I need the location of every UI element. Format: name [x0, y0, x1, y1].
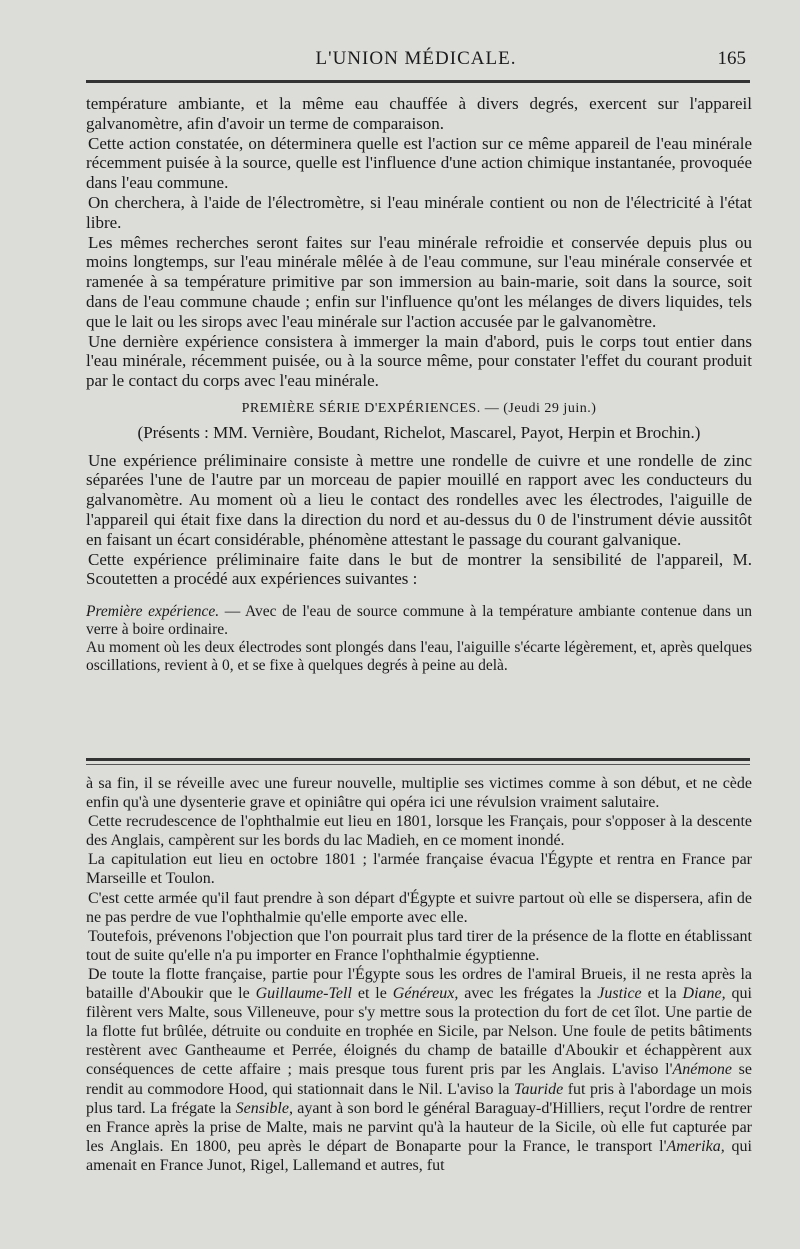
- section-rule: [86, 758, 750, 761]
- ship-name: Justice: [597, 985, 642, 1003]
- ship-name: Sensible,: [235, 1099, 293, 1117]
- upper-column: [86, 94, 752, 675]
- paragraph: Une dernière expérience consistera à immerger la main d'abord, puis le corps tout entier dans l'eau minérale, récemment puisée, ou à la source même, pour constater l'effet du courant produit par le contact du corps avec l'eau minérale.: [86, 331, 752, 391]
- paragraph: Une expérience préliminaire consiste à mettre une rondelle de cuivre et une rondelle de zinc séparées l'une de l'autre par un morceau de papier mouillé en rapport avec les conducteurs du galvanomètre. Au moment où a lieu le contact des rondelles avec les électrodes, l'aiguille de l'appareil qui était fixe dans la direction du nord et au-dessus du 0 de l'instrument dévie aussitôt en faisant un écart considérable, phénomène attestant le passage du courant galvanique.: [86, 450, 752, 549]
- ship-name: Anémone: [672, 1061, 732, 1079]
- ship-name: Guillaume-Tell: [255, 985, 352, 1003]
- text-run: ayant à son bord le général Baraguay-d'Hilliers, reçut l'ordre de rentrer en France après la prise de Malte, mais ne parvint qu'à la hauteur de la Sicile, où elle fut capturée par les Anglais. En 1800, peu après le départ de Bonaparte pour la France, le transport l': [86, 1099, 753, 1155]
- header-rule: [86, 80, 750, 83]
- paragraph: La capitulation eut lieu en octobre 1801 ; l'armée française évacua l'Égypte et rentra en France par Marseille et Toulon.: [86, 851, 752, 888]
- ship-name: Amerika,: [666, 1137, 725, 1155]
- paragraph: Cette expérience préliminaire faite dans le but de montrer la sensibilité de l'appareil, M. Scoutetten a procédé aux expériences suivantes :: [86, 549, 752, 589]
- experience-intro: [86, 603, 752, 639]
- text-run: et le: [351, 985, 393, 1003]
- text-run: avec les frégates la: [458, 985, 598, 1003]
- page-number: 165: [717, 48, 746, 69]
- series-title: PREMIÈRE SÉRIE D'EXPÉRIENCES. — (Jeudi 29 juin.): [241, 400, 597, 416]
- ship-name: Tauride: [514, 1080, 564, 1098]
- paragraph: Les mêmes recherches seront faites sur l'eau minérale refroidie et conservée depuis plus ou moins longtemps, sur l'eau minérale mêlée à de l'eau commune, sur l'eau minérale conservée et ramenée à sa température primitive par son immersion au bain-marie, soit dans la source, soit dans de l'eau commune chaude ; enfin sur l'influence qu'ont les mélanges de divers liquides, tels que le lait ou les sirops avec l'eau minérale sur l'action accusée par le galvanomètre.: [86, 232, 752, 331]
- paragraph: température ambiante, et la même eau chauffée à divers degrés, exercent sur l'appareil galvanomètre, afin d'avoir un terme de comparaison.: [86, 94, 752, 133]
- paragraph: C'est cette armée qu'il faut prendre à son départ d'Égypte et suivre partout où elle se dispersera, afin de ne pas perdre de vue l'ophthalmie qu'elle emporte avec elle.: [86, 889, 752, 926]
- lower-column: [86, 774, 752, 1175]
- paragraph: Toutefois, prévenons l'objection que l'on pourrait plus tard tirer de la présence de la flotte en établissant tout de suite qu'elle n'a pu importer en France l'ophthalmie égyptienne.: [86, 927, 752, 964]
- experience-label: Première expérience.: [86, 603, 220, 621]
- text-run: et la: [641, 985, 683, 1003]
- text-run: qui amenait en France Junot, Rigel, Lallemand et autres, fut: [86, 1137, 752, 1174]
- experience-block: [86, 603, 752, 675]
- paragraph: On cherchera, à l'aide de l'électromètre, si l'eau minérale contient ou non de l'électricité à l'état libre.: [86, 192, 752, 232]
- text-run: fut pris à l'abordage un mois plus tard. La frégate la: [86, 1080, 753, 1117]
- paragraph: [86, 965, 752, 1175]
- paragraph: Au moment où les deux électrodes sont plongés dans l'eau, l'aiguille s'écarte légèrement, et, après quelques oscillations, revient à 0, et se fixe à quelques degrés à peine au delà.: [86, 639, 752, 675]
- paragraph: Cette action constatée, on déterminera quelle est l'action sur ce même appareil de l'eau minérale récemment puisée à la source, quelle est l'influence d'une action chimique instantanée, provoquée dans l'eau commune.: [86, 133, 752, 193]
- text-run: De toute la flotte française, partie pour l'Égypte sous les ordres de l'amiral Brueis, il ne resta après la bataille d'Aboukir que le: [86, 965, 752, 1003]
- paragraph: Cette recrudescence de l'ophthalmie eut lieu en 1801, lorsque les Français, pour s'opposer à la descente des Anglais, campèrent sur les bords du lac Madieh, en ce moment inondé.: [86, 813, 752, 850]
- paragraph: à sa fin, il se réveille avec une fureur nouvelle, multiplie ses victimes comme à son début, et ne cède enfin qu'à une dysenterie grave et opiniâtre qui opéra ici une révulsion vraiment salutaire.: [86, 775, 752, 812]
- experience-text: — Avec de l'eau de source commune à la température ambiante contenue dans un verre à boire ordinaire.: [86, 603, 752, 639]
- text-run: se rendit au commodore Hood, qui stationnait dans le Nil. L'aviso la: [86, 1061, 752, 1098]
- section-rule-thin: [86, 764, 750, 765]
- ship-name: Diane,: [682, 985, 726, 1003]
- running-title: L'UNION MÉDICALE.: [315, 48, 517, 69]
- page-header: [86, 46, 746, 76]
- text-run: qui filèrent vers Malte, sous Villeneuve, pour s'y mettre sous la protection du fort de cet îlot. Une partie de la flotte fut brûlée, détruite ou conduite en trophée en Sicile, par Nelson. Une foule de petits bâtiments restèrent avec Gantheaume et Perrée, éloignés du champ de bataille d'Aboukir et échappèrent aux conséquences de cette affaire ; mais presque tous furent pris par les Anglais. L'aviso l': [86, 985, 752, 1079]
- attendees-line: (Présents : MM. Vernière, Boudant, Richelot, Mascarel, Payot, Herpin et Brochin.): [137, 422, 701, 442]
- ship-name: Généreux,: [392, 985, 459, 1003]
